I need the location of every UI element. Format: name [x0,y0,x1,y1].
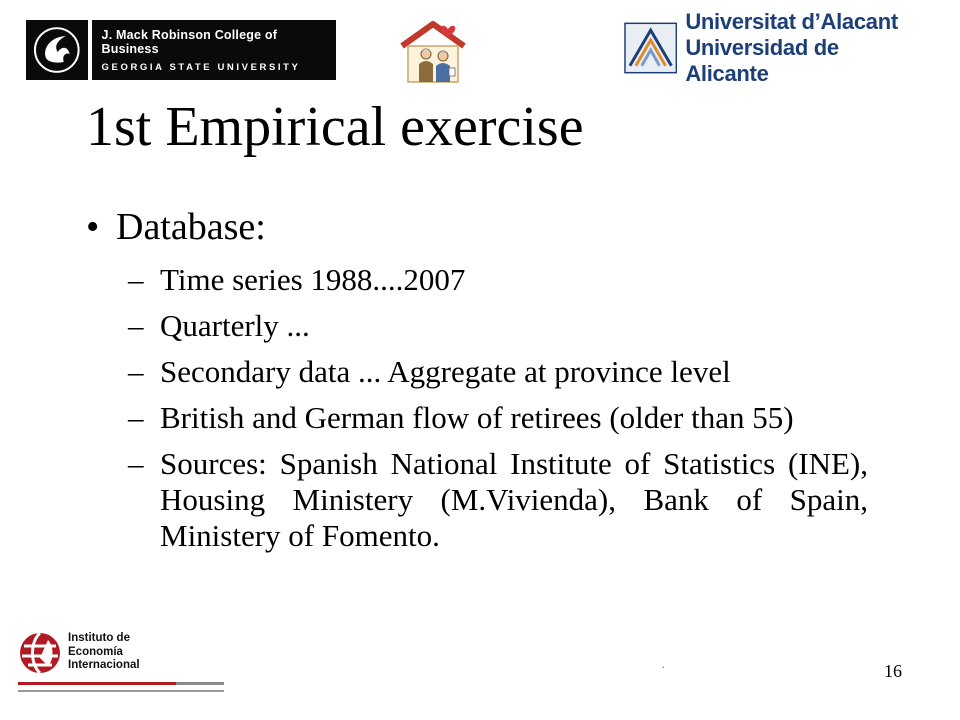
sub-bullet-item [128,308,868,344]
sub-bullet-item [128,446,868,554]
iei-logo-line2: Economía [68,645,123,658]
gsu-flame-icon [32,24,82,76]
dash-marker: – [128,354,144,389]
main-bullet [86,205,266,249]
sub-bullet-item [128,400,868,436]
sub-bullet-text: British and German flow of retirees (older than 55) [160,400,794,435]
iei-globe-icon [18,630,62,676]
main-bullet-label: Database: [116,206,266,248]
iei-logo-rule [18,682,176,685]
dash-marker: – [128,308,144,343]
sub-bullet-item [128,354,868,390]
slide-title: 1st Empirical exercise [86,96,584,158]
page-number: 16 [884,661,902,681]
ua-emblem-icon [624,22,677,74]
footer-mark: . [662,660,665,671]
sub-bullet-text: Quarterly ... [160,308,310,343]
dash-marker: – [128,446,144,481]
gsu-logo [26,20,336,80]
bullet-dot: • [86,206,100,248]
sub-bullet-list [128,262,868,564]
sub-bullet-item [128,262,868,298]
gsu-logo-line1: J. Mack Robinson College of Business [101,27,278,56]
ua-logo [624,9,924,86]
ua-logo-text [685,9,924,87]
ua-logo-line2: Universidad de Alicante [685,35,839,86]
iei-logo-line1: Instituto de [68,632,130,644]
iei-logo-rule [18,690,224,692]
ua-logo-line1: Universitat d’Alacant [685,9,898,34]
iei-logo-line3: Internacional [68,659,140,671]
iei-logo-rule [176,682,224,685]
sub-bullet-text: Time series 1988....2007 [160,262,466,297]
dash-marker: – [128,262,144,297]
gsu-logo-text [102,28,336,73]
iei-logo [18,630,228,694]
gsu-logo-line2: GEORGIA STATE UNIVERSITY [101,61,301,73]
gsu-logo-divider [88,20,92,80]
sub-bullet-text: Secondary data ... Aggregate at province level [160,354,731,389]
sub-bullet-text: Sources: Spanish National Institute of Statistics (INE), Housing Ministery (M.Vivienda), Bank of Spain, Ministery of Fomento. [160,446,868,553]
dash-marker: – [128,400,144,435]
iei-logo-text [68,632,140,673]
house-with-elderly-couple-icon [398,20,468,84]
